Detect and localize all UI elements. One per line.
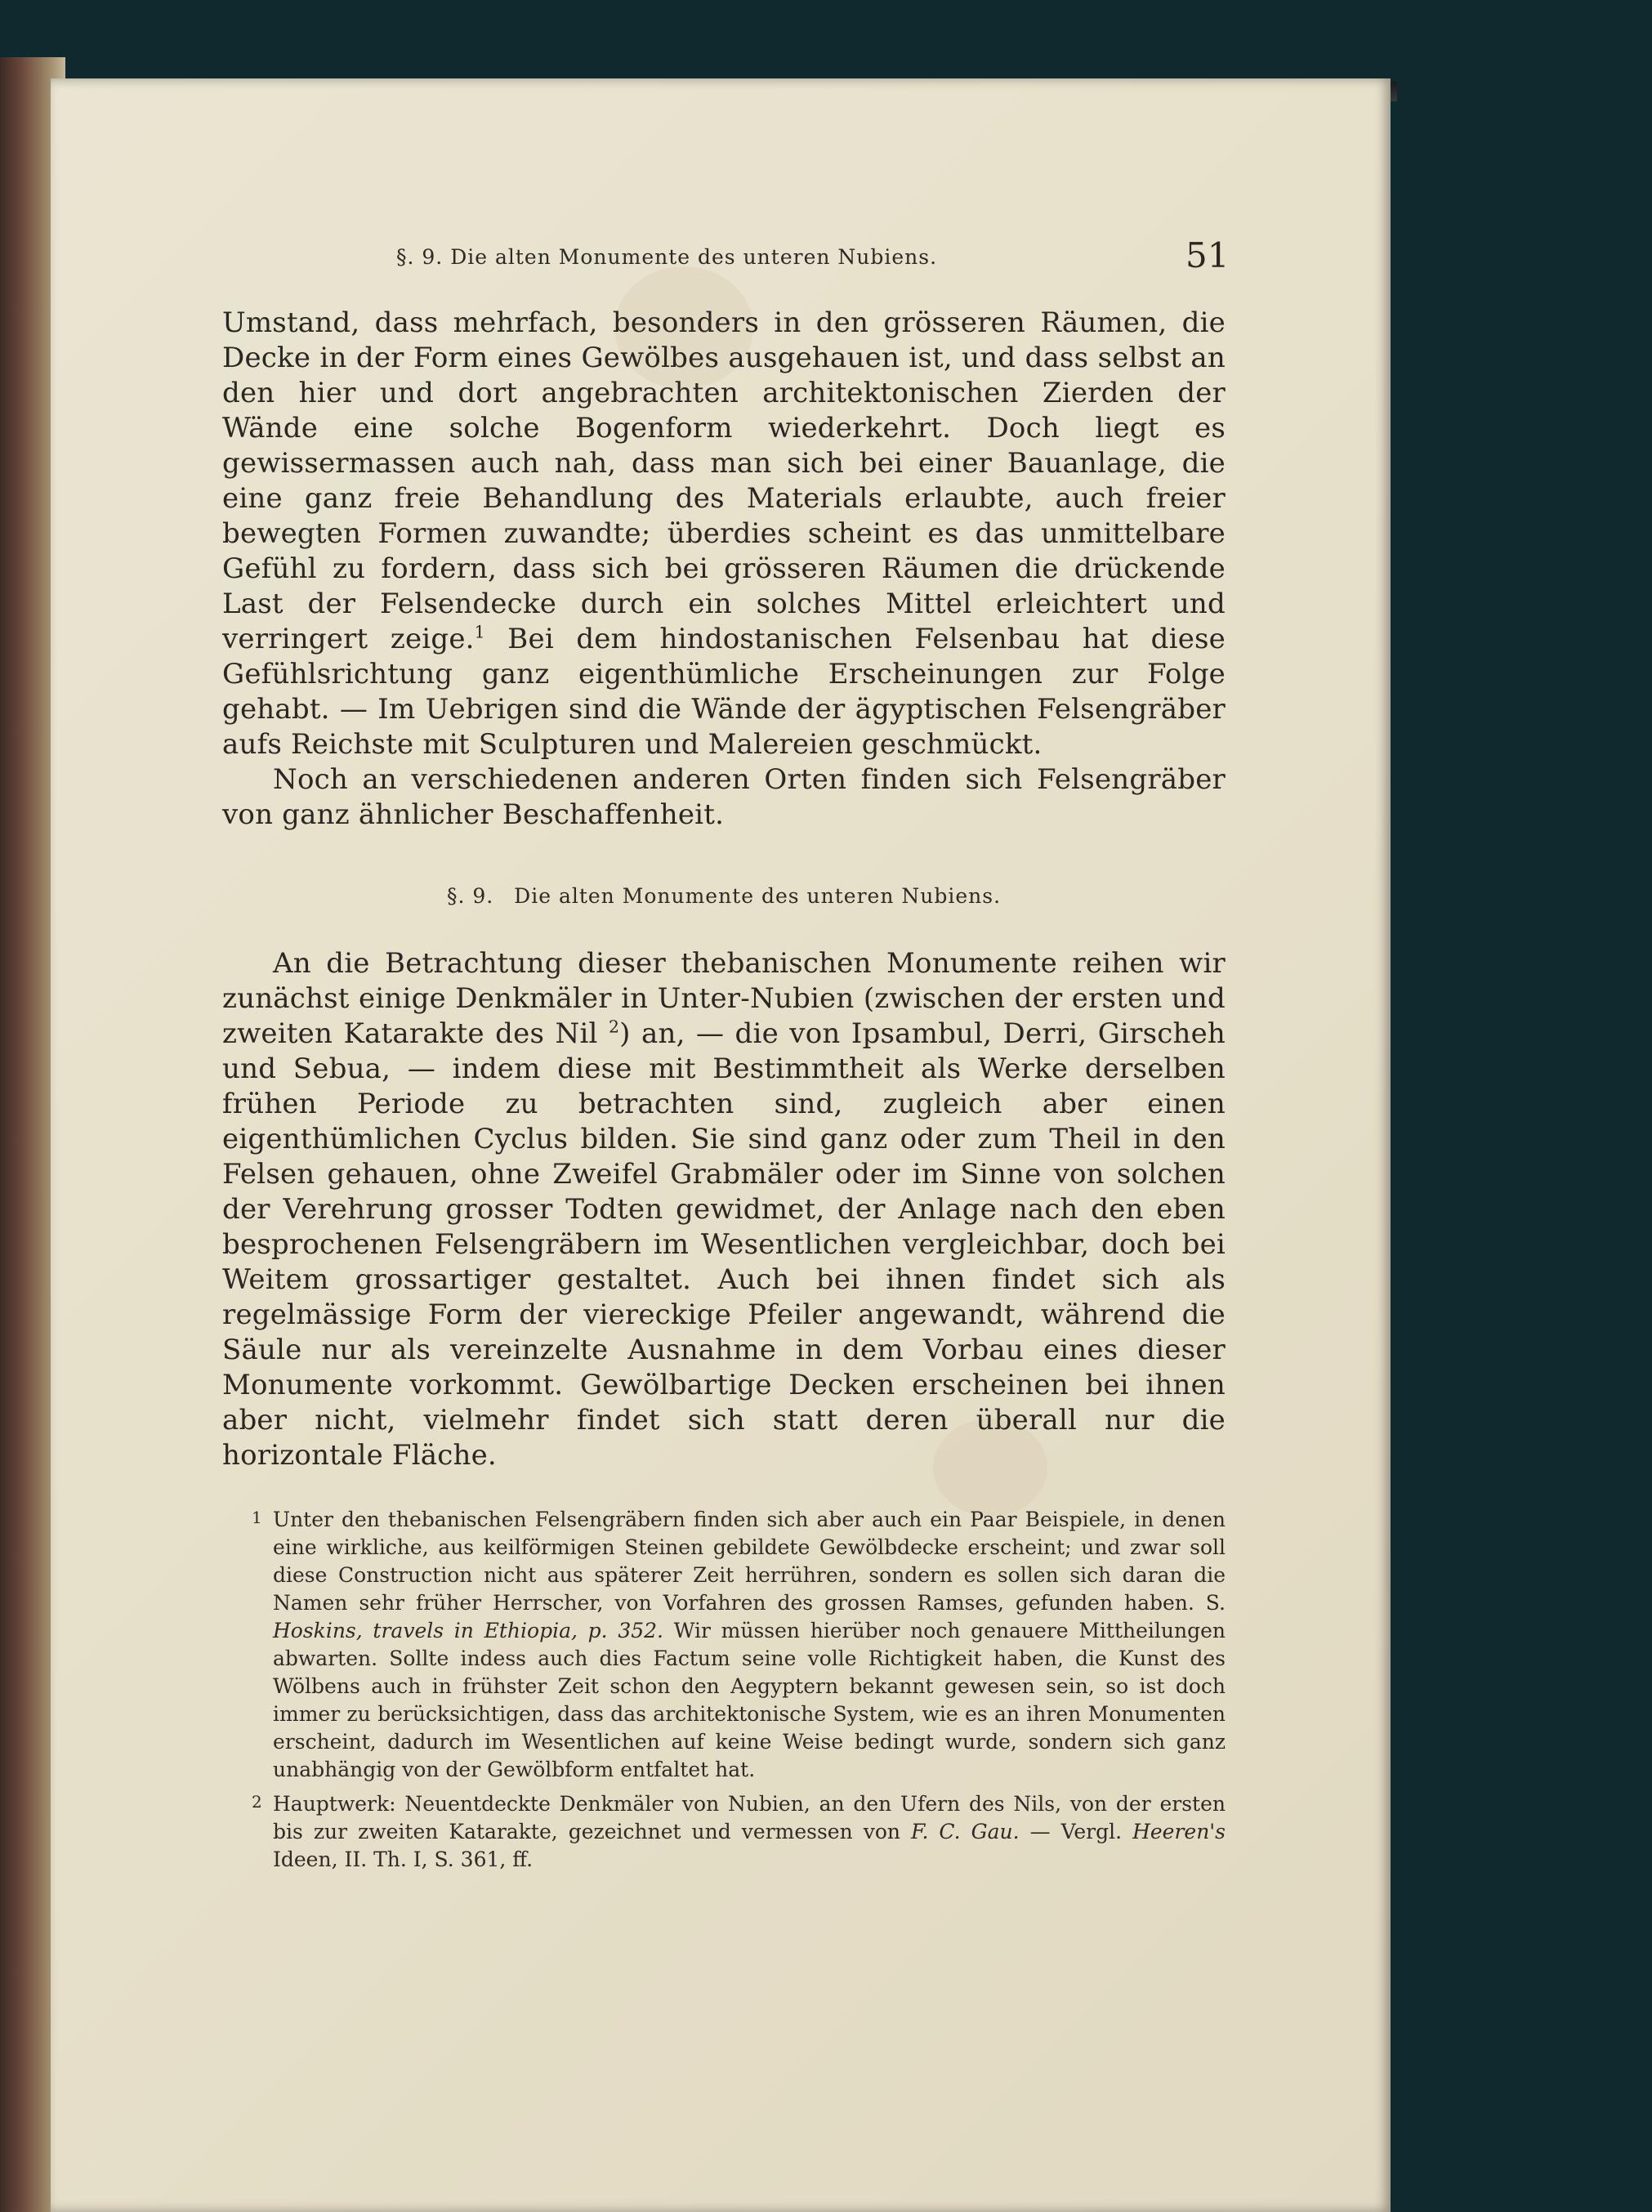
footnote-text: Hauptwerk: Neuentdeckte Denkmäler von Nubien, an den Ufern des Nils, von der ersten bis zur zweiten Katarakte, gezeichnet und vermessen von	[273, 1792, 1226, 1843]
footnote-text: Wir müssen hierüber noch genauere Mittheilungen abwarten. Sollte indess auch dies Factum seine volle Richtigkeit haben, die Kunst des Wölbens auch in frühster Zeit schon den Aegyptern bekannt gewesen sein, so ist doch immer zu berücksichtigen, dass das architektonische System, wie es an ihren Monumenten erscheint, dadurch im Wesentlichen auf keine Weise bedingt wurde, sondern sich ganz unabhängig von der Gewölbform entfaltet hat.	[273, 1619, 1226, 1781]
footnote-ref: 1	[474, 622, 485, 642]
paragraph	[222, 306, 1226, 762]
author-name: Heeren's	[1132, 1820, 1226, 1843]
body-text	[222, 306, 1226, 1473]
author-name: F. C. Gau.	[911, 1820, 1020, 1843]
footnote-mark: 2	[252, 1792, 262, 1812]
footnote-mark: 1	[252, 1508, 262, 1527]
running-header	[222, 235, 1230, 284]
paragraph-text: Bei dem hindostanischen Felsenbau hat diese Gefühlsrichtung ganz eigenthümliche Erscheinungen zur Folge gehabt. — Im Uebrigen sind die Wände der ägyptischen Felsengräber aufs Reichste mit Sculpturen und Malereien geschmückt.	[222, 623, 1226, 761]
section-heading	[222, 878, 1226, 914]
page-number: 51	[1185, 235, 1230, 275]
footnote-2	[222, 1790, 1226, 1874]
footnotes	[222, 1506, 1226, 1874]
paragraph: Noch an verschiedenen anderen Orten finden sich Felsengräber von ganz ähnlicher Beschaffenheit.	[222, 763, 1226, 831]
paragraph-text: An die Betrachtung dieser thebanischen Monumente reihen wir zunächst einige Denkmäler in Unter-Nubien (zwischen der ersten und zweiten Katarakte des Nil	[222, 947, 1226, 1050]
footnote-text: Ideen, II. Th. I, S. 361, ff.	[273, 1848, 534, 1871]
paragraph-text: Umstand, dass mehrfach, besonders in den grösseren Räumen, die Decke in der Form eines Gewölbes ausgehauen ist, und dass selbst an den hier und dort angebrachten architektonischen Zierden der Wände eine solche Bogenform wiederkehrt. Doch liegt es gewissermassen auch nah, dass man sich bei einer Bauanlage, die eine ganz freie Behandlung des Materials erlaubte, auch freier bewegten Formen zuwandte; überdies scheint es das unmittelbare Gefühl zu fordern, dass sich bei grösseren Räumen die drückende Last der Felsendecke durch ein solches Mittel erleichtert und verringert zeige.	[222, 306, 1226, 655]
footnote-text: — Vergl.	[1019, 1820, 1133, 1843]
citation: Hoskins, travels in Ethiopia, p. 352.	[273, 1619, 663, 1642]
running-title: §. 9. Die alten Monumente des unteren Nubiens.	[396, 245, 938, 269]
paragraph-text: ) an, — die von Ipsambul, Derri, Girscheh und Sebua, — indem diese mit Bestimmtheit als Werke derselben frühen Periode zu betrachten sind, zugleich aber einen eigenthümlichen Cyclus bilden. Sie sind ganz oder zum Theil in den Felsen gehauen, ohne Zweifel Grabmäler oder im Sinne von solchen der Verehrung grosser Todten gewidmet, der Anlage nach den eben besprochenen Felsengräbern im Wesentlichen vergleichbar, doch bei Weitem grossartiger gestaltet. Auch bei ihnen findet sich als regelmässige Form der viereckige Pfeiler angewandt, während die Säule nur als vereinzelte Ausnahme in dem Vorbau eines dieser Monumente vorkommt. Gewölbartige Decken erscheinen bei ihnen aber nicht, vielmehr findet sich statt deren überall nur die horizontale Fläche.	[222, 1017, 1226, 1472]
section-title: Die alten Monumente des unteren Nubiens.	[514, 884, 1002, 908]
footnote-ref: 2	[608, 1017, 620, 1037]
book-page	[51, 78, 1391, 2212]
footnote-text: Unter den thebanischen Felsengräbern finden sich aber auch ein Paar Beispiele, in denen eine wirkliche, aus keilförmigen Steinen gebildete Gewölbdecke erscheint; und zwar soll diese Construction nicht aus späterer Zeit herrühren, sondern es sollen sich daran die Namen sehr früher Herrscher, von Vorfahren des grossen Ramses, gefunden haben. S.	[273, 1508, 1226, 1615]
section-number: §. 9.	[446, 884, 494, 908]
footnote-1	[222, 1506, 1226, 1784]
paragraph	[222, 946, 1226, 1473]
page-content	[222, 235, 1230, 1880]
